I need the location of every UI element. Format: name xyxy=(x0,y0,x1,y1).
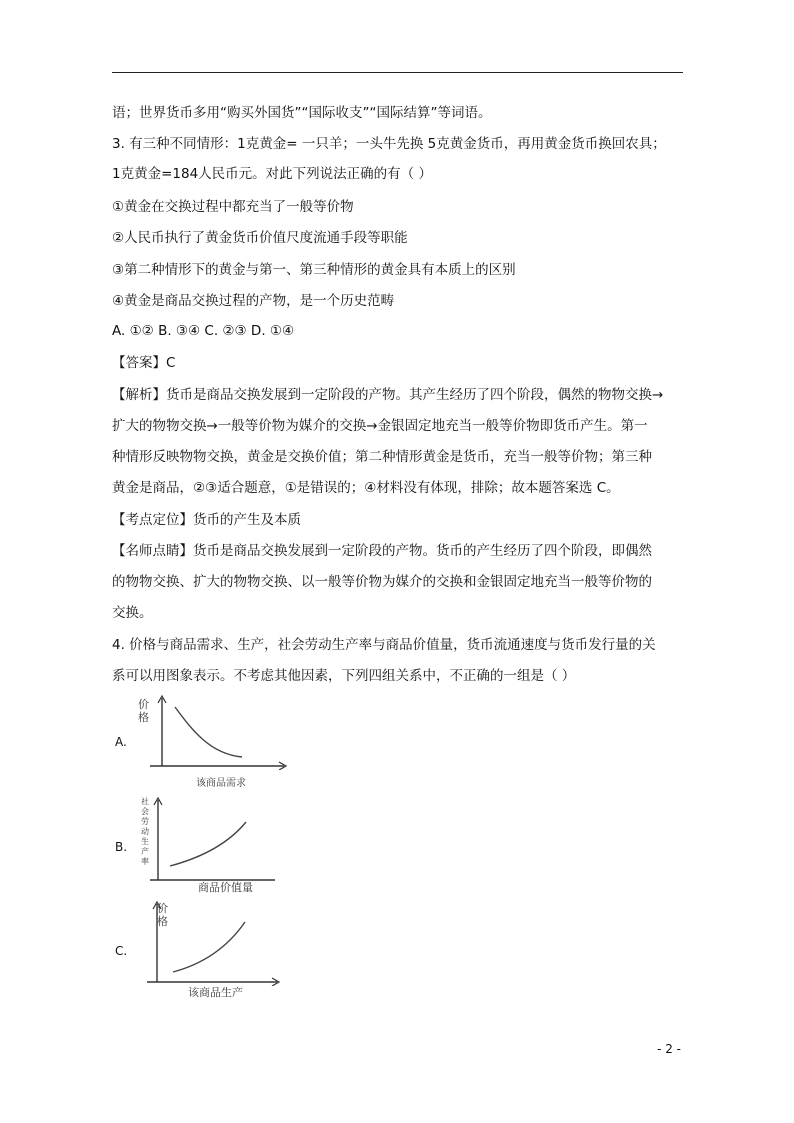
question-4-stem: 系可以用图象表示。不考虑其他因素，下列四组关系中，不正确的一组是（ ） xyxy=(112,668,576,684)
analysis-line: 扩大的物物交换→一般等价物为媒介的交换→金银固定地充当一般等价物即货币产生。第一 xyxy=(112,418,648,434)
teacher-note-line: 交换。 xyxy=(112,605,153,621)
answer-options: A. ①② B. ③④ C. ②③ D. ①④ xyxy=(112,323,295,339)
statement-4: ④黄金是商品交换过程的产物，是一个历史范畴 xyxy=(112,293,395,309)
option-a-label: A. xyxy=(115,735,127,749)
option-a-graph xyxy=(130,694,290,770)
analysis-line: 【解析】货币是商品交换发展到一定阶段的产物。其产生经历了四个阶段，偶然的物物交换→ xyxy=(112,387,664,403)
statement-2: ②人民币执行了黄金货币价值尺度流通手段等职能 xyxy=(112,230,408,246)
option-c-xlabel: 该商品生产 xyxy=(188,986,243,999)
answer-line: 【答案】C xyxy=(112,355,176,371)
option-a-xlabel: 该商品需求 xyxy=(196,778,246,789)
option-b-ylabel: 社会劳动生产率 xyxy=(141,797,149,866)
text-line: 语；世界货币多用“购买外国货”“国际收支”“国际结算”等词语。 xyxy=(112,105,492,121)
analysis-line: 种情形反映物物交换，黄金是交换价值；第二种情形黄金是货币，充当一般等价物；第三种 xyxy=(112,449,652,465)
statement-3: ③第二种情形下的黄金与第一、第三种情形的黄金具有本质上的区别 xyxy=(112,262,516,278)
teacher-note-line: 【名师点睛】货币是商品交换发展到一定阶段的产物。货币的产生经历了四个阶段，即偶然 xyxy=(112,543,652,559)
option-c-ylabel: 价格 xyxy=(157,902,168,928)
option-b-xlabel: 商品价值量 xyxy=(198,881,253,894)
increasing-curve xyxy=(173,922,245,972)
demand-curve xyxy=(175,707,242,757)
option-b-graph xyxy=(130,796,280,882)
question-3-stem: 3. 有三种不同情形：1克黄金= 一只羊；一头牛先换 5克黄金货币，再用黄金货币换回农具； xyxy=(112,136,666,152)
option-c-label: C. xyxy=(115,944,128,958)
question-4-stem: 4. 价格与商品需求、生产，社会劳动生产率与商品价值量，货币流通速度与货币发行量的关 xyxy=(112,637,656,653)
text-line: 1克黄金=184人民币元。对此下列说法正确的有（ ） xyxy=(112,166,432,182)
option-b-label: B. xyxy=(115,840,128,854)
statement-1: ①黄金在交换过程中都充当了一般等价物 xyxy=(112,199,354,215)
teacher-note-line: 的物物交换、扩大的物物交换、以一般等价物为媒介的交换和金银固定地充当一般等价物的 xyxy=(112,574,652,590)
header-rule xyxy=(112,72,683,73)
key-point-line: 【考点定位】货币的产生及本质 xyxy=(112,512,301,528)
analysis-line: 黄金是商品，②③适合题意，①是错误的；④材料没有体现，排除；故本题答案选 C。 xyxy=(112,480,620,496)
increasing-curve xyxy=(170,822,246,866)
page-number: - 2 - xyxy=(657,1042,681,1056)
option-a-ylabel: 价格 xyxy=(138,698,149,724)
